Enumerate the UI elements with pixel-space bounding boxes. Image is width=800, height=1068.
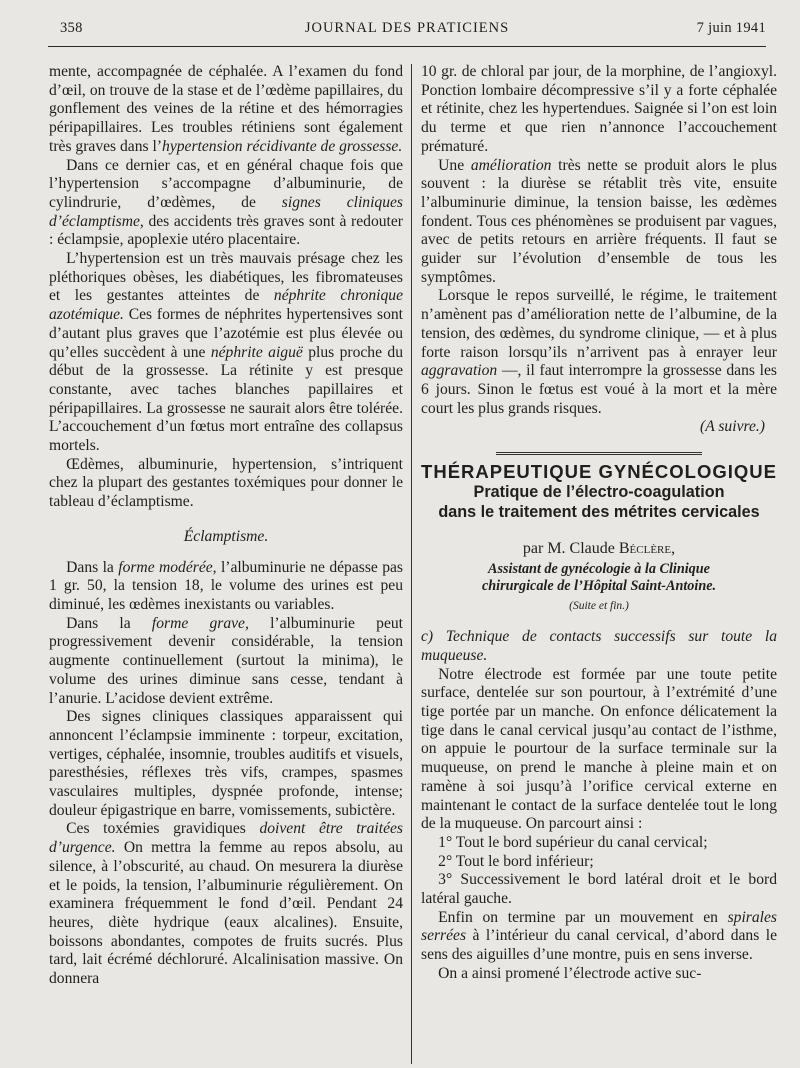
paragraph: Des signes cliniques classiques apparaissent qui annoncent l’éclampsie imminente : torpeur, excitation, vertiges, céphalée, insomnie, troubles auditifs et visuels, paresthésies, réflexes très vifs, crampes, spasmes vasculaires multiples, dyspnée profonde, intense; douleur épigastrique en barre, vomissements, subictère. <box>49 708 403 819</box>
article-title: Pratique de l’électro-coagulation dans le traitement des métrites cervicales <box>438 482 760 521</box>
paragraph: Lorsque le repos surveillé, le régime, le traitement n’amènent pas d’amélioration nette de l’albumine, de la tension, des œdèmes, du syndrome clinique, — et à plus forte raison lorsqu’ils n’arrivent pas à enrayer leur aggravation —, il faut interrompre la grossesse dans les 6 jours. Sinon le fœtus est voué à la mort et la mère court les plus grands risques. <box>421 287 777 417</box>
list-item: 3° Successivement le bord latéral droit et le bord latéral gauche. <box>421 871 777 908</box>
page-number: 358 <box>60 20 83 36</box>
journal-title: JOURNAL DES PRATICIENS <box>304 20 510 36</box>
technique-heading: c) Technique de contacts successifs sur toute la muqueuse. <box>421 628 777 664</box>
paragraph: On a ainsi promené l’électrode active suc- <box>438 964 702 982</box>
paragraph: Dans ce dernier cas, et en général chaque fois que l’hypertension s’accompagne d’albuminurie, de cylindrurie, d’œdèmes, de signes cliniques d’éclamptisme, des accidents très graves sont à redouter : éclampsie, apoplexie utéro placentaire. <box>49 156 404 249</box>
suite-note: (Suite et fin.) <box>569 600 629 613</box>
left-column <box>49 63 403 989</box>
paragraph: Notre électrode est formée par une toute petite surface, dentelée sur son pourtour, à l’extrémité d’une tige portée par un manche. On enfonce délicatement la tige dans le canal cervical jusqu’au contact de l’isthme, on appuie le pourtour de la surface terminale sur la muqueuse, on prend le manche à pleine main et on ramène à soi jusqu’à l’orifice cervical externe en maintenant le contact de la surface dentelée tout le long de la muqueuse. On parcourt ainsi : <box>421 665 777 833</box>
author-affiliation: Assistant de gynécologie à la Clinique chirurgicale de l’Hôpital Saint-Antoine. <box>481 561 717 595</box>
paragraph: Dans la forme modérée, l’albuminurie ne dépasse pas 1 gr. 50, la tension 18, le volume des urines est peu diminué, les œdèmes inexistants ou variables. <box>49 558 403 613</box>
right-column <box>421 63 777 984</box>
list-item: 1° Tout le bord supérieur du canal cervical; <box>438 833 708 851</box>
issue-date: 7 juin 1941 <box>696 20 766 36</box>
paragraph: Enfin on termine par un mouvement en spirales serrées à l’intérieur du canal cervical, d’abord dans le sens des aiguilles d’une montre, puis en sens inverse. <box>421 908 777 964</box>
column-divider <box>411 64 412 1064</box>
section-divider <box>496 452 702 457</box>
paragraph: Dans la forme grave, l’albuminurie peut progressivement devenir considérable, la tension augmente continuellement (surtout la minima), le volume des urines diminue sans cesse, tendant à l’anurie. L’acidose devient extrême. <box>49 614 404 707</box>
author-byline: par M. Claude Béclère, <box>522 539 676 557</box>
header-rule <box>48 46 766 47</box>
paragraph: Œdèmes, albuminurie, hypertension, s’intriquent chez la plupart des gestantes toxémiques pour donner le tableau d’éclamptisme. <box>49 455 403 511</box>
paragraph: mente, accompagnée de céphalée. A l’examen du fond d’œil, on trouve de la stase et de l’œdème papillaires, du gonflement des veines de la rétine et des hémorragies péripapillaires. Les troubles rétiniens sont également très graves dans l’hypertension récidivante de grossesse. <box>49 63 403 155</box>
list-item: 2° Tout le bord inférieur; <box>438 852 594 870</box>
page-header <box>48 20 766 40</box>
section-title: THÉRAPEUTIQUE GYNÉCOLOGIQUE <box>421 461 777 483</box>
a-suivre-note: (A suivre.) <box>700 418 765 436</box>
paragraph: L’hypertension est un très mauvais présage chez les pléthoriques obèses, les diabétiques, les fibromateuses et les gestantes atteintes de néphrite chronique azotémique. Ces formes de néphrites hypertensives sont d’autant plus graves que l’azotémie est plus élevée ou qu’elles succèdent à une néphrite aiguë plus proche du début de la grossesse. La rétinite y est presque constante, avec taches blanches papillaires et péripapillaires. La grossesse ne saurait alors être tolérée. L’accouchement d’un fœtus mort entraîne des collapsus mortels. <box>49 250 404 455</box>
subheading-eclamptisme: Éclamptisme. <box>183 527 269 545</box>
paragraph: 10 gr. de chloral par jour, de la morphine, de l’angioxyl. Ponction lombaire décompressive s’il y a forte céphalée et rétinite, chez les hypertendues. Saignée si l’on est loin du terme et que rien n’annonce l’accouchement prématuré. <box>421 63 777 155</box>
paragraph: Ces toxémies gravidiques doivent être traitées d’urgence. On mettra la femme au repos absolu, au silence, à l’obscurité, au chaud. On mesurera la diurèse et le poids, la tension, l’albuminurie régulièrement. On examinera fréquemment le fond d’œil. Pendant 24 heures, diète hydrique (eaux alcalines). Ensuite, boissons abondantes, compotes de fruits sucrés. Plus tard, lait écrémé déchloruré. Alcalinisation massive. On donnera <box>49 820 403 988</box>
paragraph: Une amélioration très nette se produit alors le plus souvent : la diurèse se rétablit très vite, ensuite l’albuminurie diminue, la tension baisse, les œdèmes fondent. Tous ces phénomènes se produisent par vagues, avec de petits retours en arrière fréquents. Il faut se guider sur l’évolution d’ensemble de tous les symptômes. <box>421 156 777 286</box>
